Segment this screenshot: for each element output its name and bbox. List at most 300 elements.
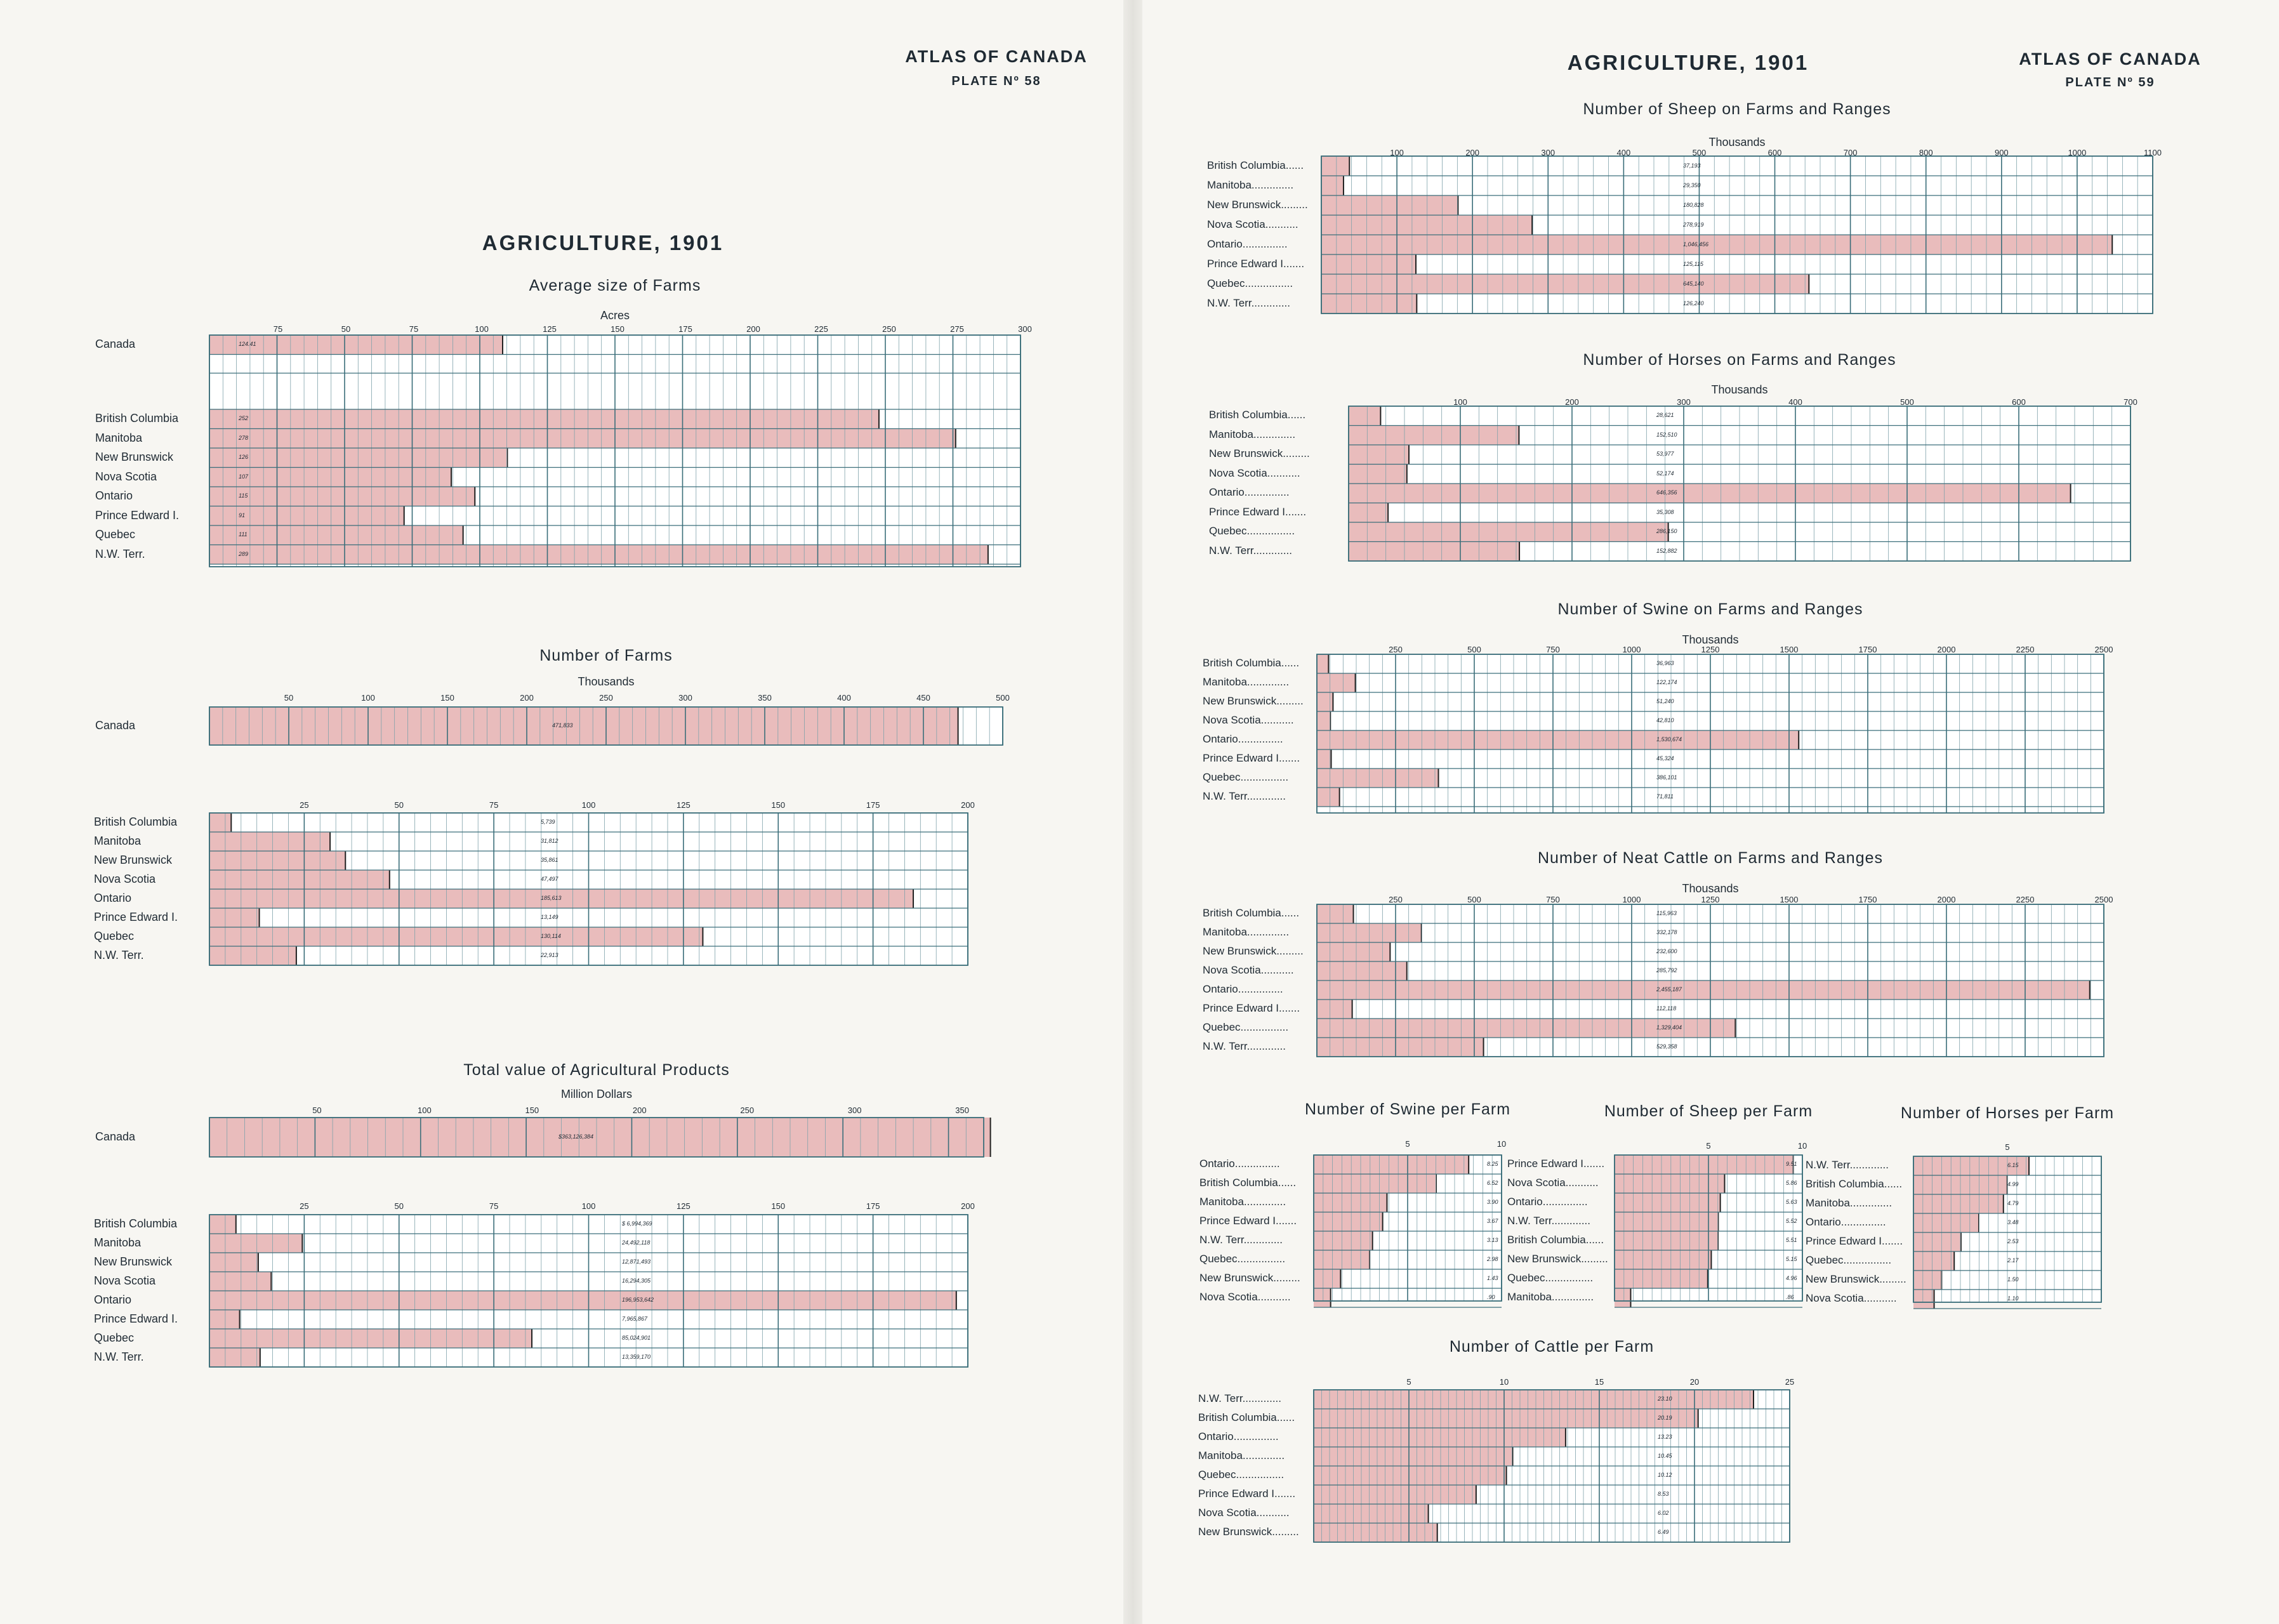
horses-value-5: 35,308 <box>1656 508 1674 515</box>
swine_per_farm-category-0: Ontario............... <box>1199 1158 1280 1170</box>
avg_size-value-4: 107 <box>239 473 249 480</box>
total_value-value-2: 12,871,493 <box>622 1258 651 1265</box>
total_value-value-0: $ 6,994,369 <box>622 1220 652 1227</box>
sheep_per_farm-category-0: Prince Edward I....... <box>1507 1158 1605 1170</box>
horses-category-4: Ontario............... <box>1209 486 1290 499</box>
avg_size-category-8: N.W. Terr. <box>95 547 145 560</box>
sheep-value-6: 645,140 <box>1683 280 1704 287</box>
num_farms_canada-tick-8: 450 <box>916 693 930 703</box>
horses-bar-6 <box>1349 522 1668 542</box>
horses_per_farm-bar-4 <box>1913 1232 1961 1251</box>
cattle_per_farm-value-1: 20.19 <box>1658 1415 1672 1421</box>
swine-bar-5 <box>1317 749 1331 769</box>
sheep-bar-5 <box>1321 254 1416 274</box>
swine_per_farm-category-1: British Columbia...... <box>1199 1177 1297 1189</box>
sheep-category-4: Ontario............... <box>1207 237 1288 250</box>
num_farms-tick-5: 150 <box>771 800 786 810</box>
cattle_per_farm-category-3: Manitoba.............. <box>1198 1449 1285 1462</box>
num_farms_canada-tick-6: 350 <box>758 693 772 703</box>
avg_size-category-0: Canada <box>95 338 136 351</box>
cattle_per_farm-tick-2: 15 <box>1594 1377 1604 1387</box>
swine-value-0: 36,963 <box>1656 660 1674 666</box>
swine-value-3: 42,810 <box>1656 717 1674 723</box>
swine-value-1: 122,174 <box>1656 679 1677 685</box>
horses-category-2: New Brunswick......... <box>1209 447 1310 460</box>
num_farms_canada-tick-3: 200 <box>520 693 534 703</box>
cattle-tick-5: 1500 <box>1780 895 1799 904</box>
swine_per_farm-bar-2 <box>1314 1193 1387 1212</box>
sheep_per_farm-value-7: .86 <box>1786 1294 1794 1300</box>
avg_size-title: Average size of Farms <box>529 277 701 294</box>
horses-value-4: 646,356 <box>1656 489 1677 496</box>
swine_per_farm-category-5: Quebec................ <box>1199 1253 1286 1265</box>
total_value-category-4: Ontario <box>94 1293 132 1306</box>
sheep-value-7: 126,240 <box>1683 300 1704 307</box>
left-atlas-header: ATLAS OF CANADA <box>905 47 1088 66</box>
horses_per_farm-bar-2 <box>1913 1194 2004 1213</box>
swine_per_farm-value-5: 2.98 <box>1487 1256 1498 1262</box>
avg_size-value-3: 126 <box>239 454 249 461</box>
sheep-title: Number of Sheep on Farms and Ranges <box>1583 100 1891 118</box>
horses-tick-0: 100 <box>1453 397 1467 407</box>
cattle_per_farm-bar-4 <box>1314 1466 1507 1485</box>
swine_per_farm-value-3: 3.67 <box>1487 1218 1498 1224</box>
sheep_per_farm-bar-4 <box>1615 1231 1718 1250</box>
cattle-tick-8: 2250 <box>2016 895 2035 904</box>
num_farms-value-6: 130,114 <box>541 933 561 939</box>
horses-bar-7 <box>1349 542 1519 562</box>
sheep_per_farm-value-1: 5.86 <box>1786 1180 1797 1186</box>
cattle_per_farm-value-6: 6.02 <box>1658 1510 1669 1516</box>
sheep_per_farm-category-7: Manitoba.............. <box>1507 1291 1594 1303</box>
total_value-value-6: 85,024,901 <box>622 1335 651 1341</box>
horses_per_farm-tick-0: 5 <box>2005 1142 2010 1152</box>
sheep_per_farm-bar-7 <box>1615 1288 1630 1307</box>
cattle-value-5: 112,118 <box>1656 1005 1677 1012</box>
horses_per_farm-value-3: 3.48 <box>2007 1219 2019 1225</box>
avg_size-tick-0: 75 <box>273 324 283 334</box>
total_value_canada-tick-6: 350 <box>955 1106 969 1115</box>
total_value-tick-5: 150 <box>771 1201 786 1211</box>
avg_size-category-2: Manitoba <box>95 431 143 444</box>
num_farms-category-7: N.W. Terr. <box>94 949 144 961</box>
swine-value-6: 386,101 <box>1656 774 1677 781</box>
cattle-bar-7 <box>1317 1038 1484 1057</box>
cattle_per_farm-bar-7 <box>1314 1523 1437 1542</box>
swine_per_farm-bar-6 <box>1314 1269 1340 1288</box>
num_farms_canada-tick-0: 50 <box>284 693 294 703</box>
avg_size-tick-10: 275 <box>950 324 964 334</box>
cattle_per_farm-category-2: Ontario............... <box>1198 1430 1279 1442</box>
swine_per_farm-value-4: 3.13 <box>1487 1237 1498 1243</box>
swine-bar-1 <box>1317 673 1356 692</box>
swine-bar-6 <box>1317 769 1439 788</box>
num_farms-value-4: 185,613 <box>541 895 562 901</box>
total_value-tick-1: 50 <box>394 1201 404 1211</box>
num_farms-bar-1 <box>209 832 330 851</box>
swine_per_farm-bar-1 <box>1314 1174 1436 1193</box>
swine-tick-2: 750 <box>1546 645 1560 654</box>
horses_per_farm-category-5: Quebec................ <box>1806 1254 1892 1266</box>
horses-category-3: Nova Scotia........... <box>1209 466 1300 479</box>
swine-category-2: New Brunswick......... <box>1203 695 1304 707</box>
swine-value-2: 51,240 <box>1656 698 1674 704</box>
sheep_per_farm-bar-5 <box>1615 1250 1711 1269</box>
sheep_per_farm-value-5: 5.15 <box>1786 1256 1797 1262</box>
horses_per_farm-category-3: Ontario............... <box>1806 1216 1886 1228</box>
cattle_per_farm-tick-1: 10 <box>1499 1377 1509 1387</box>
swine-tick-6: 1750 <box>1858 645 1877 654</box>
total_value-category-6: Quebec <box>94 1331 135 1344</box>
sheep-tick-1: 200 <box>1465 148 1480 157</box>
horses-bar-5 <box>1349 503 1388 523</box>
sheep-value-3: 278,919 <box>1683 221 1704 228</box>
num_farms-category-2: New Brunswick <box>94 854 173 866</box>
num_farms-bar-2 <box>209 851 345 870</box>
sheep_per_farm-bar-3 <box>1615 1212 1718 1231</box>
num_farms-bar-5 <box>209 908 260 927</box>
swine-value-5: 45,324 <box>1656 755 1674 762</box>
total_value_canada-title: Total value of Agricultural Products <box>463 1061 730 1079</box>
cattle_per_farm-category-6: Nova Scotia........... <box>1198 1507 1290 1519</box>
total_value-bar-3 <box>209 1272 271 1291</box>
num_farms_canada-tick-7: 400 <box>837 693 851 703</box>
horses-bar-1 <box>1349 426 1519 446</box>
swine-tick-0: 250 <box>1389 645 1403 654</box>
sheep_per_farm-value-2: 5.63 <box>1786 1199 1797 1205</box>
num_farms-value-2: 35,861 <box>541 857 558 863</box>
swine-category-0: British Columbia...... <box>1203 657 1300 669</box>
swine_per_farm-value-7: .90 <box>1487 1294 1495 1300</box>
total_value-value-1: 24,492,118 <box>622 1239 651 1246</box>
horses-tick-5: 600 <box>2012 397 2026 407</box>
cattle-category-2: New Brunswick......... <box>1203 945 1304 957</box>
avg_size-value-2: 278 <box>239 434 249 441</box>
swine-category-4: Ontario............... <box>1203 733 1283 745</box>
num_farms-category-1: Manitoba <box>94 835 142 847</box>
swine-tick-3: 1000 <box>1622 645 1641 654</box>
total_value-category-5: Prince Edward I. <box>94 1312 178 1325</box>
num_farms-value-5: 13,149 <box>541 914 558 920</box>
horses_per_farm-bar-6 <box>1913 1271 1941 1290</box>
avg_size-value-5: 115 <box>239 492 248 499</box>
cattle_per_farm-bar-1 <box>1314 1409 1698 1428</box>
avg_size-tick-4: 125 <box>543 324 557 334</box>
swine-bar-2 <box>1317 692 1333 711</box>
avg_size-tick-5: 150 <box>611 324 624 334</box>
horses_per_farm-value-1: 4.99 <box>2007 1181 2019 1187</box>
sheep-value-5: 125,115 <box>1683 260 1703 267</box>
sheep_per_farm-category-2: Ontario............... <box>1507 1196 1588 1208</box>
sheep-tick-10: 1100 <box>2144 148 2162 157</box>
avg_size-tick-8: 225 <box>814 324 828 334</box>
total_value-tick-2: 75 <box>489 1201 499 1211</box>
horses-value-2: 53,977 <box>1656 451 1674 458</box>
swine-bar-3 <box>1317 711 1330 730</box>
sheep_per_farm-bar-0 <box>1615 1155 1793 1174</box>
cattle_per_farm-bar-0 <box>1314 1390 1754 1409</box>
num_farms-category-4: Ontario <box>94 892 132 904</box>
total_value-category-2: New Brunswick <box>94 1255 173 1268</box>
num_farms_canada-value-0: 471,833 <box>552 722 573 729</box>
sheep-tick-2: 300 <box>1541 148 1556 157</box>
total_value-category-7: N.W. Terr. <box>94 1350 144 1363</box>
swine-bar-0 <box>1317 654 1328 673</box>
num_farms_canada-unit: Thousands <box>578 675 635 688</box>
swine-unit: Thousands <box>1682 633 1739 646</box>
horses-value-0: 28,621 <box>1656 412 1674 419</box>
sheep_per_farm-tick-1: 10 <box>1797 1141 1807 1151</box>
num_farms-value-0: 5,739 <box>541 819 555 825</box>
horses-tick-6: 700 <box>2124 397 2137 407</box>
horses-value-6: 286,150 <box>1656 528 1677 535</box>
sheep-value-0: 37,193 <box>1683 162 1701 169</box>
cattle-category-4: Ontario............... <box>1203 983 1283 995</box>
sheep-unit: Thousands <box>1708 136 1766 149</box>
cattle-tick-1: 500 <box>1467 895 1481 904</box>
cattle-tick-6: 1750 <box>1858 895 1877 904</box>
total_value_canada-tick-2: 150 <box>525 1106 539 1115</box>
sheep-bar-1 <box>1321 176 1344 195</box>
sheep-category-0: British Columbia...... <box>1207 159 1304 171</box>
horses_per_farm-category-4: Prince Edward I....... <box>1806 1235 1903 1247</box>
horses_per_farm-bar-3 <box>1913 1213 1979 1232</box>
num_farms-tick-6: 175 <box>866 800 880 810</box>
horses_per_farm-bar-7 <box>1913 1290 1934 1309</box>
left-plate-number: PLATE Nº 58 <box>951 74 1041 88</box>
cattle-tick-9: 2500 <box>2094 895 2113 904</box>
total_value-tick-7: 200 <box>961 1201 975 1211</box>
sheep_per_farm-value-0: 9.51 <box>1786 1161 1797 1167</box>
num_farms-tick-4: 125 <box>677 800 690 810</box>
total_value-tick-3: 100 <box>581 1201 596 1211</box>
swine_per_farm-value-0: 8.25 <box>1487 1161 1498 1167</box>
num_farms_canada-tick-5: 300 <box>678 693 692 703</box>
swine-tick-7: 2000 <box>1937 645 1956 654</box>
sheep_per_farm-category-3: N.W. Terr............. <box>1507 1215 1590 1227</box>
swine_per_farm-value-1: 6.52 <box>1487 1180 1498 1186</box>
swine_per_farm-category-4: N.W. Terr............. <box>1199 1234 1283 1246</box>
cattle-bar-2 <box>1317 942 1390 961</box>
avg_size-tick-11: 300 <box>1018 324 1032 334</box>
num_farms-tick-0: 25 <box>300 800 309 810</box>
right-plate-number: PLATE Nº 59 <box>2065 76 2155 89</box>
total_value_canada-unit: Million Dollars <box>560 1088 633 1100</box>
total_value_canada-category-0: Canada <box>95 1130 136 1143</box>
avg_size-tick-1: 50 <box>341 324 351 334</box>
horses-category-6: Quebec................ <box>1209 525 1295 538</box>
sheep_per_farm-value-6: 4.96 <box>1786 1275 1797 1281</box>
total_value_canada-tick-5: 300 <box>847 1106 862 1115</box>
total_value_canada-tick-3: 200 <box>632 1106 647 1115</box>
cattle-tick-3: 1000 <box>1622 895 1641 904</box>
swine_per_farm-tick-0: 5 <box>1405 1139 1410 1149</box>
avg_size-bar-7 <box>209 525 463 545</box>
sheep_per_farm-category-1: Nova Scotia........... <box>1507 1177 1599 1189</box>
cattle_per_farm-category-7: New Brunswick......... <box>1198 1526 1299 1538</box>
num_farms_canada-category-0: Canada <box>95 719 136 732</box>
horses-value-7: 152,882 <box>1656 547 1677 554</box>
horses-tick-2: 300 <box>1677 397 1691 407</box>
avg_size-bar-5 <box>209 487 475 506</box>
swine-category-7: N.W. Terr............. <box>1203 790 1286 802</box>
horses-category-0: British Columbia...... <box>1209 409 1306 421</box>
avg_size-bar-1 <box>209 409 879 429</box>
cattle-tick-7: 2000 <box>1937 895 1956 904</box>
cattle_per_farm-title: Number of Cattle per Farm <box>1449 1338 1655 1356</box>
horses_per_farm-category-0: N.W. Terr............. <box>1806 1159 1889 1171</box>
cattle-value-7: 529,358 <box>1656 1043 1677 1050</box>
swine-category-1: Manitoba.............. <box>1203 676 1290 688</box>
cattle_per_farm-bar-3 <box>1314 1447 1513 1466</box>
avg_size-category-4: Nova Scotia <box>95 470 157 483</box>
sheep-tick-6: 700 <box>1843 148 1858 157</box>
horses-value-3: 52,174 <box>1656 470 1674 477</box>
sheep-category-7: N.W. Terr............. <box>1207 296 1290 309</box>
swine_per_farm-value-6: 1.43 <box>1487 1275 1498 1281</box>
sheep-bar-2 <box>1321 195 1458 215</box>
swine-title: Number of Swine on Farms and Ranges <box>1557 600 1863 618</box>
horses_per_farm-value-2: 4.79 <box>2007 1200 2019 1206</box>
horses_per_farm-category-7: Nova Scotia........... <box>1806 1292 1897 1304</box>
cattle_per_farm-bar-5 <box>1314 1485 1476 1504</box>
horses-title: Number of Horses on Farms and Ranges <box>1583 351 1896 369</box>
cattle_per_farm-category-0: N.W. Terr............. <box>1198 1392 1281 1404</box>
total_value-bar-7 <box>209 1348 260 1367</box>
num_farms-tick-7: 200 <box>961 800 975 810</box>
swine-value-4: 1,530,674 <box>1656 736 1682 743</box>
sheep_per_farm-title: Number of Sheep per Farm <box>1604 1102 1813 1120</box>
cattle-value-0: 115,963 <box>1656 910 1677 916</box>
sheep-bar-7 <box>1321 294 1417 314</box>
sheep-category-3: Nova Scotia........... <box>1207 218 1298 230</box>
total_value-tick-4: 125 <box>677 1201 690 1211</box>
total_value-bar-0 <box>209 1215 236 1234</box>
total_value-category-0: British Columbia <box>94 1217 178 1230</box>
num_farms_canada-tick-9: 500 <box>996 693 1010 703</box>
swine-tick-1: 500 <box>1467 645 1481 654</box>
horses-category-7: N.W. Terr............. <box>1209 544 1292 557</box>
avg_size-value-1: 252 <box>239 415 249 422</box>
sheep-tick-5: 600 <box>1767 148 1782 157</box>
horses-category-5: Prince Edward I....... <box>1209 505 1307 518</box>
cattle_per_farm-value-5: 8.53 <box>1658 1491 1669 1497</box>
sheep_per_farm-bar-6 <box>1615 1269 1708 1288</box>
total_value-value-5: 7,965,867 <box>622 1316 648 1322</box>
sheep-category-1: Manitoba.............. <box>1207 178 1294 191</box>
swine-category-5: Prince Edward I....... <box>1203 752 1300 764</box>
cattle_per_farm-value-3: 10.45 <box>1658 1453 1672 1459</box>
num_farms-value-1: 31,812 <box>541 838 558 844</box>
sheep_per_farm-category-5: New Brunswick......... <box>1507 1253 1608 1265</box>
num_farms_canada-tick-2: 150 <box>440 693 454 703</box>
avg_size-value-7: 111 <box>239 531 248 538</box>
num_farms-category-0: British Columbia <box>94 815 178 828</box>
swine_per_farm-tick-1: 10 <box>1496 1139 1507 1149</box>
cattle_per_farm-category-5: Prince Edward I....... <box>1198 1488 1296 1500</box>
cattle_per_farm-tick-4: 25 <box>1785 1377 1795 1387</box>
total_value_canada-tick-0: 50 <box>312 1106 322 1115</box>
swine_per_farm-value-2: 3.90 <box>1487 1199 1498 1205</box>
swine_per_farm-bar-3 <box>1314 1212 1383 1231</box>
cattle-value-4: 2,455,187 <box>1656 986 1682 993</box>
num_farms-tick-1: 50 <box>394 800 404 810</box>
total_value_canada-value-0: $363,126,384 <box>558 1133 594 1140</box>
sheep-category-6: Quebec................ <box>1207 277 1293 289</box>
cattle-category-3: Nova Scotia........... <box>1203 964 1294 976</box>
cattle-category-6: Quebec................ <box>1203 1021 1289 1033</box>
cattle_per_farm-category-1: British Columbia...... <box>1198 1411 1295 1423</box>
num_farms-category-3: Nova Scotia <box>94 873 156 885</box>
cattle_per_farm-tick-0: 5 <box>1406 1377 1411 1387</box>
total_value-tick-0: 25 <box>300 1201 309 1211</box>
cattle-bar-5 <box>1317 1000 1352 1019</box>
sheep-tick-7: 800 <box>1919 148 1933 157</box>
cattle-tick-4: 1250 <box>1701 895 1720 904</box>
cattle-unit: Thousands <box>1682 882 1739 895</box>
num_farms-bar-3 <box>209 870 390 889</box>
num_farms-tick-3: 100 <box>581 800 596 810</box>
avg_size-category-5: Ontario <box>95 489 133 503</box>
cattle-value-6: 1,329,404 <box>1656 1024 1682 1031</box>
total_value_canada-tick-4: 250 <box>740 1106 755 1115</box>
sheep-tick-8: 900 <box>1994 148 2009 157</box>
horses-value-1: 152,510 <box>1656 431 1677 438</box>
cattle-bar-4 <box>1317 980 2090 1000</box>
horses_per_farm-value-7: 1.10 <box>2007 1295 2019 1302</box>
sheep-tick-0: 100 <box>1390 148 1404 157</box>
swine_per_farm-bar-4 <box>1314 1231 1373 1250</box>
sheep-bar-4 <box>1321 235 2112 254</box>
sheep-value-1: 29,350 <box>1683 182 1701 188</box>
cattle-bar-3 <box>1317 961 1407 980</box>
cattle_per_farm-value-4: 10.12 <box>1658 1472 1672 1478</box>
horses_per_farm-value-4: 2.53 <box>2007 1238 2019 1244</box>
sheep_per_farm-category-6: Quebec................ <box>1507 1272 1594 1284</box>
horses-tick-3: 400 <box>1788 397 1802 407</box>
num_farms-bar-7 <box>209 946 296 965</box>
swine_per_farm-category-7: Nova Scotia........... <box>1199 1291 1291 1303</box>
avg_size-value-0: 124.41 <box>239 341 256 348</box>
swine_per_farm-category-3: Prince Edward I....... <box>1199 1215 1297 1227</box>
cattle_per_farm-bar-6 <box>1314 1504 1429 1523</box>
swine-category-6: Quebec................ <box>1203 771 1289 783</box>
total_value-bar-2 <box>209 1253 258 1272</box>
right-main-title: AGRICULTURE, 1901 <box>1567 51 1809 74</box>
horses_per_farm-category-1: British Columbia...... <box>1806 1178 1903 1190</box>
avg_size-category-3: New Brunswick <box>95 451 174 464</box>
num_farms-value-3: 47,497 <box>541 876 558 882</box>
cattle-bar-0 <box>1317 904 1354 923</box>
horses-tick-1: 200 <box>1565 397 1579 407</box>
total_value-bar-5 <box>209 1310 240 1329</box>
total_value-value-4: 196,953,642 <box>622 1297 654 1303</box>
cattle_per_farm-tick-3: 20 <box>1689 1377 1700 1387</box>
horses-bar-4 <box>1349 484 2071 503</box>
avg_size-category-6: Prince Edward I. <box>95 508 180 522</box>
sheep-tick-9: 1000 <box>2068 148 2087 157</box>
sheep_per_farm-category-4: British Columbia...... <box>1507 1234 1604 1246</box>
avg_size-unit: Acres <box>600 309 630 322</box>
num_farms_canada-bar-0 <box>209 707 958 745</box>
num_farms-bar-0 <box>209 813 231 832</box>
avg_size-tick-2: 75 <box>409 324 419 334</box>
total_value_canada-bar-0 <box>209 1118 991 1157</box>
sheep-value-4: 1,046,456 <box>1683 241 1709 248</box>
total_value-value-7: 13,359,170 <box>622 1354 651 1360</box>
horses_per_farm-value-0: 6.15 <box>2007 1162 2019 1168</box>
num_farms-bar-6 <box>209 927 703 946</box>
